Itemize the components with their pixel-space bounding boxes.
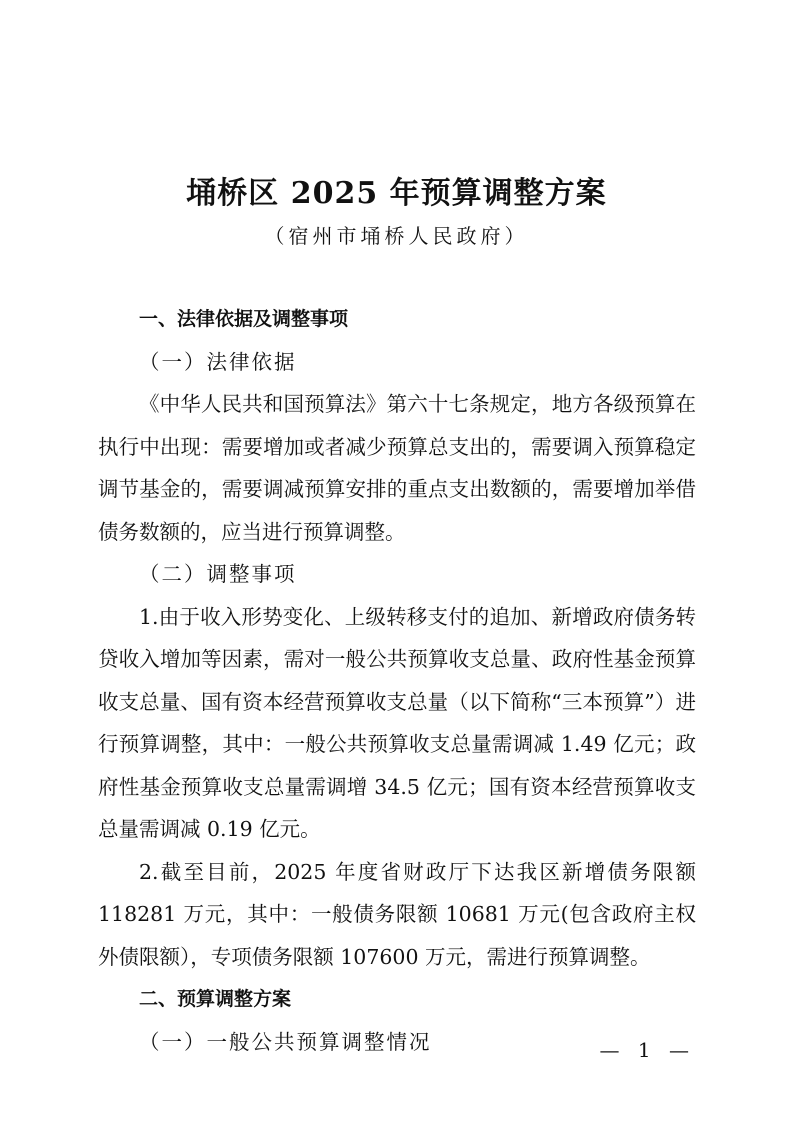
subsection-heading-general-budget: （一）一般公共预算调整情况 [139, 1029, 432, 1054]
section-heading-legal-basis: 一、法律依据及调整事项 [139, 308, 349, 330]
page-number: — 1 — [599, 1038, 695, 1062]
document-body [98, 298, 696, 1063]
paragraph-adjustment-item-2: 2.截至目前，2025 年度省财政厅下达我区新增债务限额 118281 万元，其中：一般债务限额 10681 万元(包含政府主权外债限额），专项债务限额 107600 万元，需进行预算调整。 [98, 859, 696, 969]
section-heading-adjustment-plan: 二、预算调整方案 [139, 988, 292, 1010]
document-title: 埇桥区 2025 年预算调整方案 [186, 176, 607, 211]
document-subtitle: （宿州市埇桥人民政府） [264, 224, 529, 248]
subsection-heading-legal-basis: （一）法律依据 [139, 349, 297, 374]
subsection-heading-adjustments: （二）调整事项 [139, 562, 297, 586]
paragraph-budget-law: 《中华人民共和国预算法》第六十七条规定，地方各级预算在执行中出现：需要增加或者减少预算总支出的，需要调入预算稳定调节基金的，需要调减预算安排的重点支出数额的，需要增加举借债务数额的，应当进行预算调整。 [98, 392, 696, 544]
paragraph-adjustment-item-1: 1.由于收入形势变化、上级转移支付的追加、新增政府债务转贷收入增加等因素，需对一般公共预算收支总量、政府性基金预算收支总量、国有资本经营预算收支总量（以下简称“三本预算”）进行预算调整，其中：一般公共预算收支总量需调减 1.49 亿元；政府性基金预算收支总量需调增 34.5 亿元；国有资本经营预算收支总量需调减 0.19 亿元。 [98, 604, 696, 841]
